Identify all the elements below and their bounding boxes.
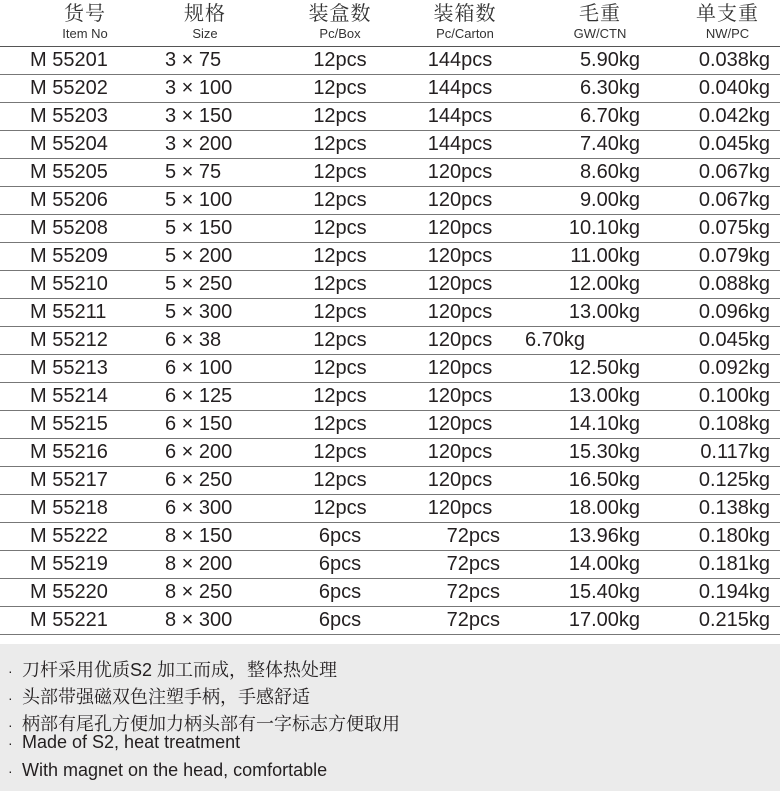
pc-box: 12pcs bbox=[313, 357, 367, 379]
size: 3 × 100 bbox=[165, 77, 233, 99]
table-row bbox=[0, 355, 780, 383]
nw-pc: 0.045kg bbox=[698, 329, 770, 351]
table-row bbox=[0, 159, 780, 187]
header-pc-box bbox=[290, 4, 390, 40]
size: 3 × 200 bbox=[165, 133, 233, 155]
header-gw-ctn-en: GW/CTN bbox=[573, 26, 627, 41]
note-line bbox=[8, 683, 310, 709]
gw-ctn: 12.50kg bbox=[568, 357, 640, 379]
bullet-icon: · bbox=[8, 735, 13, 751]
nw-pc: 0.067kg bbox=[698, 161, 770, 183]
pc-box: 12pcs bbox=[313, 189, 367, 211]
size: 8 × 200 bbox=[165, 553, 233, 575]
table-body bbox=[0, 47, 780, 635]
size: 6 × 125 bbox=[165, 385, 233, 407]
nw-pc: 0.108kg bbox=[698, 413, 770, 435]
table-row bbox=[0, 103, 780, 131]
header-pc-box-en: Pc/Box bbox=[319, 26, 361, 41]
pc-carton: 120pcs bbox=[427, 413, 493, 435]
pc-box: 12pcs bbox=[313, 329, 367, 351]
header-pc-carton-cn: 装箱数 bbox=[433, 3, 497, 25]
nw-pc: 0.040kg bbox=[698, 77, 770, 99]
header-nw-pc bbox=[680, 4, 775, 40]
size: 6 × 300 bbox=[165, 497, 233, 519]
size: 5 × 200 bbox=[165, 245, 233, 267]
pc-box: 12pcs bbox=[313, 273, 367, 295]
header-item-no bbox=[45, 4, 125, 40]
pc-carton: 144pcs bbox=[427, 77, 493, 99]
table-row bbox=[0, 327, 780, 355]
bullet-icon: · bbox=[8, 717, 13, 733]
pc-box: 12pcs bbox=[313, 301, 367, 323]
size: 5 × 75 bbox=[165, 161, 222, 183]
nw-pc: 0.215kg bbox=[698, 609, 770, 631]
item-no: M 55215 bbox=[30, 413, 108, 435]
nw-pc: 0.117kg bbox=[700, 441, 770, 463]
note-text: 刀杆采用优质S2 加工而成，整体热处理 bbox=[22, 660, 338, 680]
nw-pc: 0.067kg bbox=[698, 189, 770, 211]
item-no: M 55218 bbox=[30, 497, 108, 519]
header-gw-ctn-cn: 毛重 bbox=[579, 3, 621, 25]
gw-ctn: 5.90kg bbox=[579, 49, 640, 71]
gw-ctn: 15.30kg bbox=[568, 441, 640, 463]
bullet-icon: · bbox=[8, 663, 13, 679]
size: 6 × 100 bbox=[165, 357, 233, 379]
item-no: M 55211 bbox=[30, 301, 107, 323]
header-size bbox=[170, 4, 240, 40]
pc-carton: 120pcs bbox=[427, 357, 493, 379]
table-row bbox=[0, 411, 780, 439]
note-line bbox=[8, 656, 337, 682]
nw-pc: 0.194kg bbox=[698, 581, 770, 603]
table-row bbox=[0, 579, 780, 607]
size: 8 × 300 bbox=[165, 609, 233, 631]
pc-carton: 120pcs bbox=[427, 245, 493, 267]
size: 3 × 150 bbox=[165, 105, 233, 127]
item-no: M 55219 bbox=[30, 553, 108, 575]
pc-box: 12pcs bbox=[313, 441, 367, 463]
pc-carton: 120pcs bbox=[427, 189, 493, 211]
size: 5 × 300 bbox=[165, 301, 233, 323]
pc-carton: 120pcs bbox=[427, 329, 493, 351]
item-no: M 55202 bbox=[30, 77, 108, 99]
nw-pc: 0.138kg bbox=[698, 497, 770, 519]
pc-carton: 120pcs bbox=[427, 469, 493, 491]
bullet-icon: · bbox=[8, 763, 13, 779]
item-no: M 55204 bbox=[30, 133, 108, 155]
table-row bbox=[0, 47, 780, 75]
header-item-no-cn: 货号 bbox=[64, 3, 106, 25]
size: 8 × 150 bbox=[165, 525, 233, 547]
item-no: M 55212 bbox=[30, 329, 108, 351]
nw-pc: 0.181kg bbox=[698, 553, 770, 575]
gw-ctn: 7.40kg bbox=[579, 133, 640, 155]
size: 3 × 75 bbox=[165, 49, 222, 71]
item-no: M 55208 bbox=[30, 217, 108, 239]
pc-carton: 120pcs bbox=[427, 441, 493, 463]
header-nw-pc-en: NW/PC bbox=[705, 26, 750, 41]
note-text: 头部带强磁双色注塑手柄，手感舒适 bbox=[22, 687, 310, 707]
table-row bbox=[0, 299, 780, 327]
item-no: M 55210 bbox=[30, 273, 108, 295]
pc-box: 6pcs bbox=[318, 553, 362, 575]
gw-ctn: 13.00kg bbox=[568, 385, 640, 407]
item-no: M 55201 bbox=[30, 49, 108, 71]
note-text: 柄部有尾孔方便加力柄头部有一字标志方便取用 bbox=[22, 714, 400, 734]
gw-ctn: 12.00kg bbox=[568, 273, 640, 295]
header-size-en: Size bbox=[192, 26, 218, 41]
nw-pc: 0.180kg bbox=[698, 525, 770, 547]
pc-carton: 144pcs bbox=[427, 105, 493, 127]
gw-ctn: 15.40kg bbox=[568, 581, 640, 603]
pc-box: 6pcs bbox=[318, 609, 362, 631]
header-gw-ctn bbox=[550, 4, 650, 40]
nw-pc: 0.045kg bbox=[698, 133, 770, 155]
size: 8 × 250 bbox=[165, 581, 233, 603]
nw-pc: 0.079kg bbox=[698, 245, 770, 267]
pc-box: 12pcs bbox=[313, 217, 367, 239]
header-pc-box-cn: 装盒数 bbox=[308, 3, 372, 25]
item-no: M 55203 bbox=[30, 105, 108, 127]
pc-carton: 144pcs bbox=[427, 133, 493, 155]
table-row bbox=[0, 523, 780, 551]
pc-box: 12pcs bbox=[313, 413, 367, 435]
pc-carton: 120pcs bbox=[427, 273, 493, 295]
pc-carton: 120pcs bbox=[427, 497, 493, 519]
pc-carton: 72pcs bbox=[446, 609, 500, 631]
pc-box: 12pcs bbox=[313, 105, 367, 127]
pc-carton: 144pcs bbox=[427, 49, 493, 71]
pc-carton: 120pcs bbox=[427, 301, 493, 323]
gw-ctn: 9.00kg bbox=[579, 189, 640, 211]
pc-box: 12pcs bbox=[313, 385, 367, 407]
table-header bbox=[0, 0, 780, 47]
pc-box: 12pcs bbox=[313, 245, 367, 267]
table-row bbox=[0, 271, 780, 299]
gw-ctn: 16.50kg bbox=[568, 469, 640, 491]
gw-ctn: 17.00kg bbox=[568, 609, 640, 631]
pc-box: 12pcs bbox=[313, 49, 367, 71]
size: 6 × 250 bbox=[165, 469, 233, 491]
header-size-cn: 规格 bbox=[184, 3, 226, 25]
nw-pc: 0.100kg bbox=[698, 385, 770, 407]
item-no: M 55216 bbox=[30, 441, 108, 463]
item-no: M 55220 bbox=[30, 581, 108, 603]
item-no: M 55217 bbox=[30, 469, 108, 491]
gw-ctn: 13.96kg bbox=[568, 525, 640, 547]
item-no: M 55221 bbox=[30, 609, 108, 631]
header-nw-pc-cn: 单支重 bbox=[696, 3, 759, 25]
size: 5 × 100 bbox=[165, 189, 233, 211]
note-text: With magnet on the head, comfortable bbox=[22, 760, 328, 780]
pc-box: 12pcs bbox=[313, 161, 367, 183]
nw-pc: 0.088kg bbox=[698, 273, 770, 295]
nw-pc: 0.096kg bbox=[698, 301, 770, 323]
pc-box: 12pcs bbox=[313, 469, 367, 491]
feature-notes bbox=[0, 644, 780, 791]
table-row bbox=[0, 187, 780, 215]
pc-carton: 120pcs bbox=[427, 161, 493, 183]
nw-pc: 0.075kg bbox=[698, 217, 770, 239]
table-row bbox=[0, 467, 780, 495]
gw-ctn: 18.00kg bbox=[568, 497, 640, 519]
item-no: M 55222 bbox=[30, 525, 108, 547]
size: 6 × 150 bbox=[165, 413, 233, 435]
pc-carton: 72pcs bbox=[446, 581, 500, 603]
pc-box: 12pcs bbox=[313, 77, 367, 99]
table-row bbox=[0, 215, 780, 243]
table-row bbox=[0, 243, 780, 271]
gw-ctn: 6.70kg bbox=[579, 105, 640, 127]
table-row bbox=[0, 551, 780, 579]
header-pc-carton-en: Pc/Carton bbox=[436, 26, 494, 41]
table-row bbox=[0, 607, 780, 635]
gw-ctn: 10.10kg bbox=[568, 217, 640, 239]
nw-pc: 0.042kg bbox=[698, 105, 770, 127]
size: 6 × 38 bbox=[165, 329, 222, 351]
pc-carton: 120pcs bbox=[427, 385, 493, 407]
gw-ctn: 14.10kg bbox=[568, 413, 640, 435]
pc-carton: 72pcs bbox=[446, 525, 500, 547]
table-row bbox=[0, 495, 780, 523]
nw-pc: 0.092kg bbox=[698, 357, 770, 379]
size: 6 × 200 bbox=[165, 441, 233, 463]
item-no: M 55209 bbox=[30, 245, 108, 267]
item-no: M 55213 bbox=[30, 357, 108, 379]
gw-ctn: 6.30kg bbox=[579, 77, 640, 99]
pc-box: 6pcs bbox=[318, 525, 362, 547]
note-text: Made of S2, heat treatment bbox=[22, 732, 241, 752]
pc-box: 6pcs bbox=[318, 581, 362, 603]
gw-ctn: 8.60kg bbox=[579, 161, 640, 183]
nw-pc: 0.125kg bbox=[698, 469, 770, 491]
note-line bbox=[8, 732, 240, 753]
header-pc-carton bbox=[410, 4, 520, 40]
pc-box: 12pcs bbox=[313, 497, 367, 519]
pc-carton: 72pcs bbox=[446, 553, 500, 575]
item-no: M 55205 bbox=[30, 161, 108, 183]
nw-pc: 0.038kg bbox=[698, 49, 770, 71]
size: 5 × 250 bbox=[165, 273, 233, 295]
table-row bbox=[0, 131, 780, 159]
size: 5 × 150 bbox=[165, 217, 233, 239]
header-item-no-en: Item No bbox=[62, 26, 108, 41]
gw-ctn: 13.00kg bbox=[568, 301, 640, 323]
gw-ctn: 14.00kg bbox=[568, 553, 640, 575]
table-row bbox=[0, 383, 780, 411]
gw-ctn: 11.00kg bbox=[570, 245, 640, 267]
item-no: M 55206 bbox=[30, 189, 108, 211]
table-row bbox=[0, 75, 780, 103]
pc-carton: 120pcs bbox=[427, 217, 493, 239]
pc-box: 12pcs bbox=[313, 133, 367, 155]
bullet-icon: · bbox=[8, 690, 13, 706]
item-no: M 55214 bbox=[30, 385, 108, 407]
note-line bbox=[8, 760, 327, 781]
gw-ctn: 6.70kg bbox=[524, 329, 586, 351]
table-row bbox=[0, 439, 780, 467]
